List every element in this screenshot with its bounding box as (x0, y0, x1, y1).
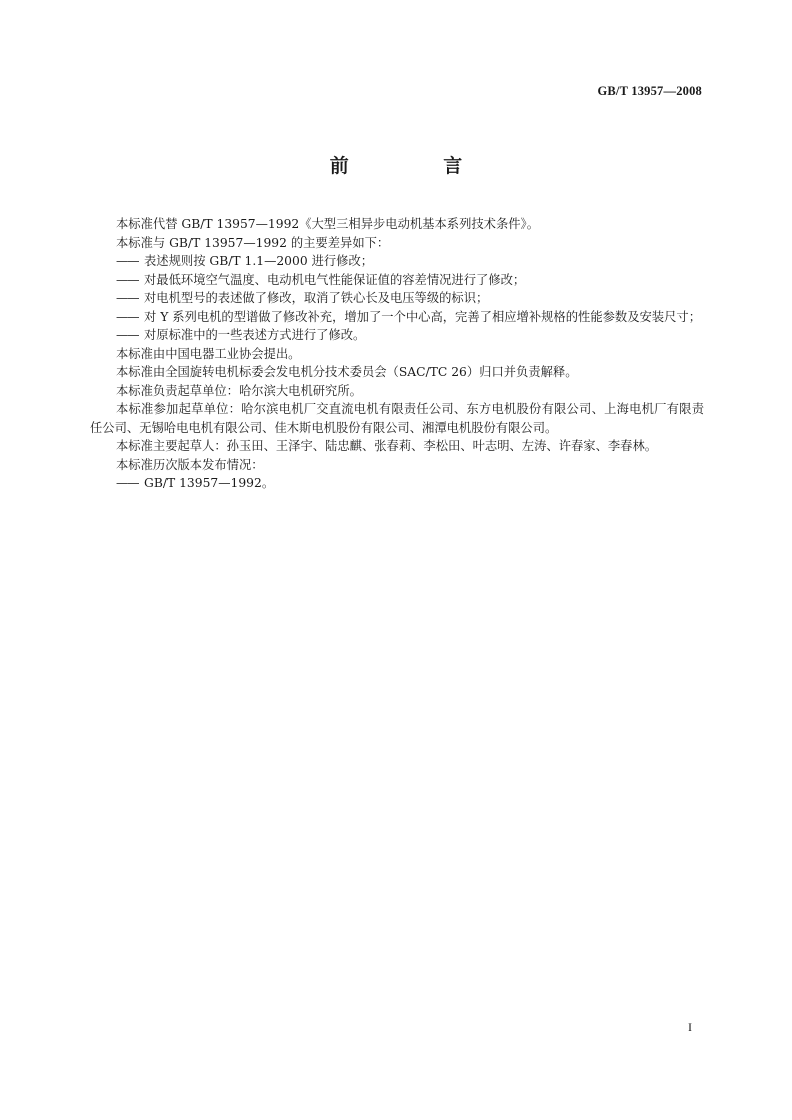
dash-mark: —— (116, 291, 139, 305)
paragraph-history-intro: 本标准历次版本发布情况： (116, 457, 264, 472)
dash-mark: —— (116, 328, 139, 342)
standard-number: GB/T 13957—2008 (597, 84, 702, 98)
paragraph-differences-intro: 本标准与 GB/T 13957—1992 的主要差异如下： (116, 235, 390, 250)
paragraph-drafters: 本标准主要起草人：孙玉田、王泽宇、陆忠麒、张春莉、李松田、叶志明、左涛、许春家、李春林。 (116, 439, 658, 453)
difference-item: —— 对电机型号的表述做了修改，取消了铁心长及电压等级的标识； (90, 289, 704, 308)
paragraph-participating-units: 本标准参加起草单位：哈尔滨电机厂交直流电机有限责任公司、东方电机股份有限公司、上海电机厂有限责任公司、无锡哈电电机有限公司、佳木斯电机股份有限公司、湘潭电机股份有限公司。 (90, 402, 704, 435)
dash-mark: —— (116, 309, 139, 324)
difference-item: —— 表述规则按 GB/T 1.1—2000 进行修改； (90, 252, 704, 271)
page-number: I (688, 1020, 692, 1034)
paragraph-replaces: 本标准代替 GB/T 13957—1992《大型三相异步电动机基本系列技术条件》。 (116, 217, 540, 231)
page-title: 前 言 (329, 155, 507, 177)
difference-item: —— 对 Y 系列电机的型谱做了修改补充，增加了一个中心高，完善了相应增补规格的性能参数及安装尺寸； (90, 308, 704, 327)
difference-item: —— 对原标准中的一些表述方式进行了修改。 (90, 326, 704, 345)
paragraph-centralized-by: 本标准由全国旋转电机标委会发电机分技术委员会（SAC/TC 26）归口并负责解释。 (116, 365, 578, 379)
history-item: —— GB/T 13957—1992。 (90, 474, 704, 493)
dash-mark: —— (116, 272, 139, 287)
dash-mark: —— (116, 254, 139, 268)
dash-mark: —— (116, 476, 139, 490)
paragraph-proposed-by: 本标准由中国电器工业协会提出。 (116, 346, 301, 361)
difference-item: —— 对最低环境空气温度、电动机电气性能保证值的容差情况进行了修改； (90, 271, 704, 290)
preface-body (90, 215, 704, 493)
paragraph-drafting-unit: 本标准负责起草单位：哈尔滨大电机研究所。 (116, 383, 362, 398)
